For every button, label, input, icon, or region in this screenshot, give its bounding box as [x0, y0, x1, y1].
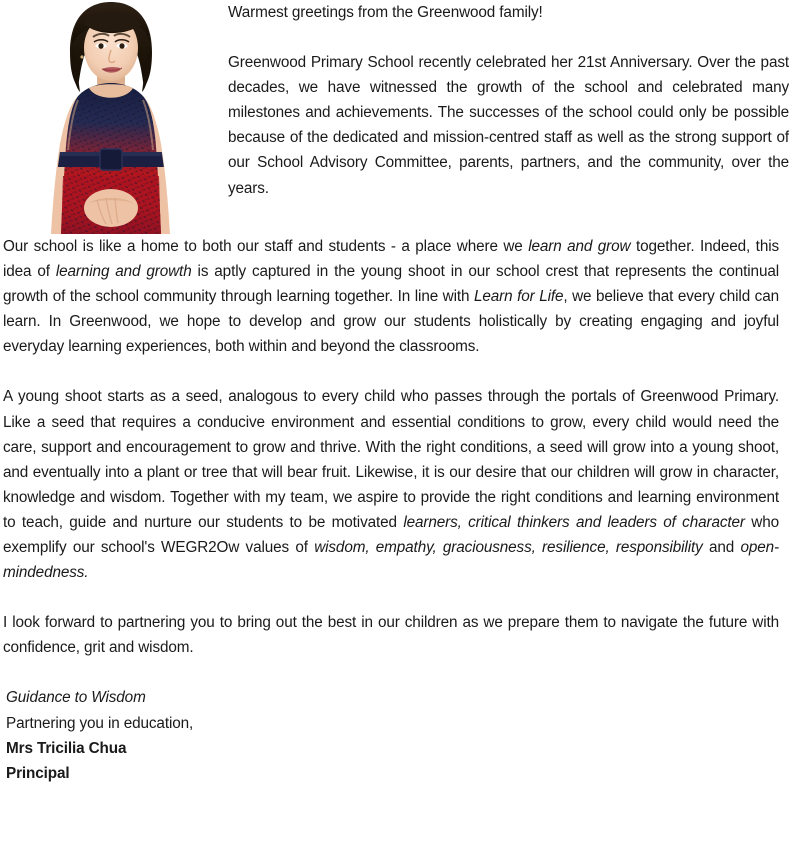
portrait-photo-container — [0, 0, 222, 234]
paragraph-young-shoot — [3, 384, 779, 585]
p2-text-3: is aptly captured in the young shoot in our school crest that represents the continual growth of the school community through learning together. In line with — [3, 263, 779, 306]
p2-text-4: , we believe that every child can learn. In Greenwood, we hope to develop and grow our students holistically by creating engaging and joyful everyday learning experiences, both within and beyond the classrooms. — [3, 288, 779, 356]
paragraph-closing: I look forward to partnering you to bring out the best in our children as we prepare them to navigate the future with confidence, grit and wisdom. — [3, 614, 779, 657]
principal-title: Principal — [6, 764, 70, 782]
p3-text-3: and — [702, 539, 741, 557]
signoff-closing: Partnering you in education, — [6, 714, 194, 732]
p2-italic-learning-and-growth: learning and growth — [55, 263, 192, 281]
p3-text-2: who exemplify our school's WEGR2Ow values of — [3, 513, 779, 557]
p2-italic-learn-and-grow: learn and grow — [528, 238, 631, 255]
intro-text-block — [222, 0, 789, 201]
paragraph-young-shoot-wrapper — [0, 384, 789, 585]
p2-text-2: together. Indeed, this idea of — [3, 238, 780, 281]
spacer — [0, 585, 789, 610]
p3-italic-values: wisdom, empathy, graciousness, resilience, responsibility — [314, 539, 703, 557]
school-motto: Guidance to Wisdom — [6, 689, 146, 707]
p3-italic-learners: learners, critical thinkers and leaders of character — [403, 513, 745, 531]
paragraph-school-home — [3, 234, 779, 359]
p3-text-1: A young shoot starts as a seed, analogous to every child who passes through the portals of Greenwood Primary. Like a seed that requires a conducive environment and essential conditions to grow, every child would need the care, support and encouragement to grow and thrive. With the right conditions, a seed will grow into a young shoot, and eventually into a plant or tree that will bear fruit. Likewise, it is our desire that our children will grow in character, knowledge and wisdom. Together with my team, we aspire to provide the right conditions and learning environment to teach, guide and nurture our students to be motivated — [3, 388, 779, 531]
spacer — [0, 359, 789, 384]
principal-name: Mrs Tricilia Chua — [6, 739, 127, 757]
principal-portrait — [42, 0, 180, 234]
spacer — [0, 660, 789, 685]
paragraph-closing-wrapper — [0, 610, 789, 660]
paragraph-school-home-wrapper — [0, 234, 789, 359]
greeting-line: Warmest greetings from the Greenwood family! — [228, 4, 543, 21]
paragraph-anniversary: Greenwood Primary School recently celebrated her 21st Anniversary. Over the past decades, we have witnessed the growth of the school and celebrated many milestones and achievements. The successes of the school could only be possible because of the dedicated and mission-centred staff as well as the strong support of our School Advisory Committee, parents, partners, and the community, over the years. — [228, 54, 789, 197]
signoff-block — [0, 685, 789, 785]
p2-italic-learn-for-life: Learn for Life — [474, 288, 564, 306]
p3-italic-open-mindedness: open-mindedness. — [3, 539, 779, 582]
p2-text-1: Our school is like a home to both our staff and students - a place where we — [3, 238, 529, 255]
